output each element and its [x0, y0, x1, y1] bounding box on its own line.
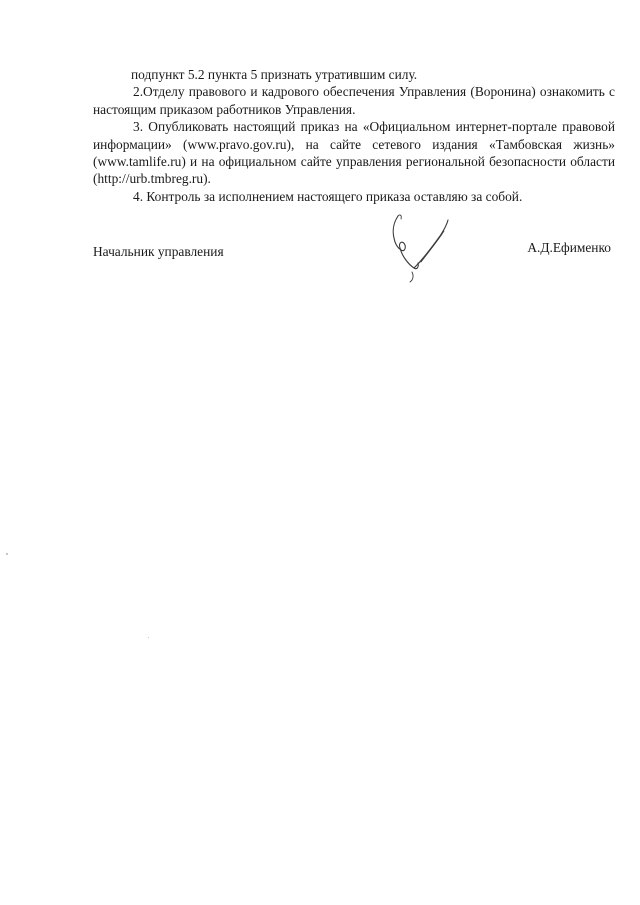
paragraph-item-2: 2.Отделу правового и кадрового обеспечения Управления (Воронина) ознакомить с настоящим приказом работников Управления. [93, 84, 615, 117]
signatory-name: А.Д.Ефименко [527, 240, 611, 255]
signature-block [93, 240, 615, 280]
handwritten-signature [384, 212, 464, 284]
scan-speck [148, 637, 149, 638]
signatory-position: Начальник управления [93, 244, 224, 259]
document-body [93, 66, 615, 205]
paragraph-subpoint-repeal: подпункт 5.2 пункта 5 признать утратившим силу. [131, 67, 418, 82]
paragraph-item-4: 4. Контроль за исполнением настоящего приказа оставляю за собой. [133, 188, 523, 204]
scan-speck [6, 553, 8, 555]
paragraph-item-3: 3. Опубликовать настоящий приказ на «Официальном интернет-портале правовой информации» (www.pravo.gov.ru), на сайте сетевого издания «Тамбовская жизнь» (www.tamlife.ru) и на официальном сайте управления региональной безопасности области (http://urb.tmbreg.ru). [93, 119, 615, 187]
